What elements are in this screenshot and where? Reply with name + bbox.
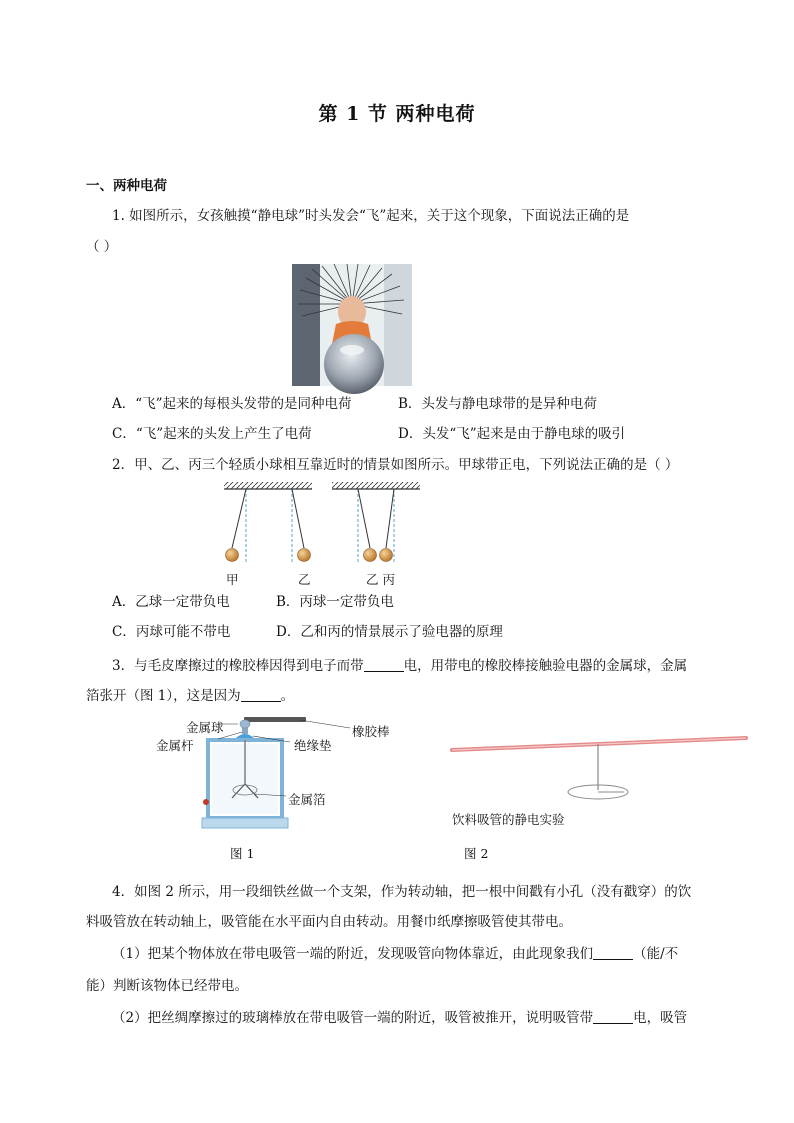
q3-stem-line1 [112,656,687,676]
q2-option-a: A．乙球一定带负电 [112,594,230,610]
label-metal-foil: 金属箔 [288,792,326,807]
q3-blank-2[interactable] [241,687,281,702]
q1-option-b: B．头发与静电球带的是异种电荷 [398,396,597,412]
label-insulating-pad: 绝缘垫 [294,738,332,753]
q4-sub2-line1 [112,1008,687,1028]
q1-option-d: D．头发“飞”起来是由于静电球的吸引 [398,426,626,442]
straw-figure [448,730,758,810]
q1-stem-line1: 1. 如图所示，女孩触摸“静电球”时头发会“飞”起来，关于这个现象，下面说法正确的是 [112,208,630,224]
q1-option-c: C．“飞”起来的头发上产生了电荷 [112,426,312,442]
fig2-caption: 图 2 [464,846,489,861]
label-rubber-rod: 橡胶棒 [352,724,390,739]
static-ball-photo [292,264,412,386]
q4-blank-1[interactable] [593,945,633,960]
q4-sub1-line2: 能）判断该物体已经带电。 [86,978,248,994]
q3-stem-line2 [86,686,294,706]
q3-stem-part-c: 箔张开（图 1），这是因为 [86,688,241,704]
q4-sub2-part-a: （2）把丝绸摩擦过的玻璃棒放在带电吸管一端的附近，吸管被推开，说明吸管带 [112,1010,594,1026]
pendulum-figure [220,480,430,570]
section-heading: 一、两种电荷 [86,178,167,194]
q3-stem-part-b: 电，用带电的橡胶棒接触验电器的金属球，金属 [403,658,688,674]
label-jia: 甲 [226,572,239,587]
q4-stem-line1: 4．如图 2 所示，用一段细铁丝做一个支架，作为转动轴，把一根中间戳有小孔（没有戳穿）的饮 [112,884,692,900]
q2-option-d: D．乙和丙的情景展示了验电器的原理 [276,624,503,640]
fig1-caption: 图 1 [230,846,255,861]
q3-stem-part-d: 。 [280,688,295,704]
q4-sub2-part-b: 电，吸管 [633,1010,688,1026]
page-title: 第 1 节 两种电荷 [318,103,476,125]
q2-option-c: C．丙球可能不带电 [112,624,231,640]
q1-stem-line2: （ ） [86,239,118,255]
q3-blank-1[interactable] [364,657,404,672]
q4-sub1-part-b: （能/不 [633,946,679,962]
q4-blank-2[interactable] [593,1009,633,1024]
q1-option-a: A．“飞”起来的每根头发带的是同种电荷 [112,396,352,412]
q4-sub1-part-a: （1）把某个物体放在带电吸管一端的附近，发现吸管向物体靠近，由此现象我们 [112,946,594,962]
label-yi-bing: 乙 丙 [366,572,395,587]
q4-stem-line2: 料吸管放在转动轴上，吸管能在水平面内自由转动。用餐巾纸摩擦吸管使其带电。 [86,914,572,930]
q4-sub1-line1 [112,944,678,964]
q3-stem-part-a: 3．与毛皮摩擦过的橡胶棒因得到电子而带 [112,658,364,674]
fig2-label: 饮料吸管的静电实验 [452,812,565,827]
label-yi: 乙 [298,572,311,587]
label-metal-rod: 金属杆 [156,738,194,753]
q2-stem: 2．甲、乙、丙三个轻质小球相互靠近时的情景如图所示。甲球带正电，下列说法正确的是（ ） [112,457,679,473]
label-metal-ball: 金属球 [186,720,224,735]
q2-option-b: B．丙球一定带负电 [276,594,394,610]
